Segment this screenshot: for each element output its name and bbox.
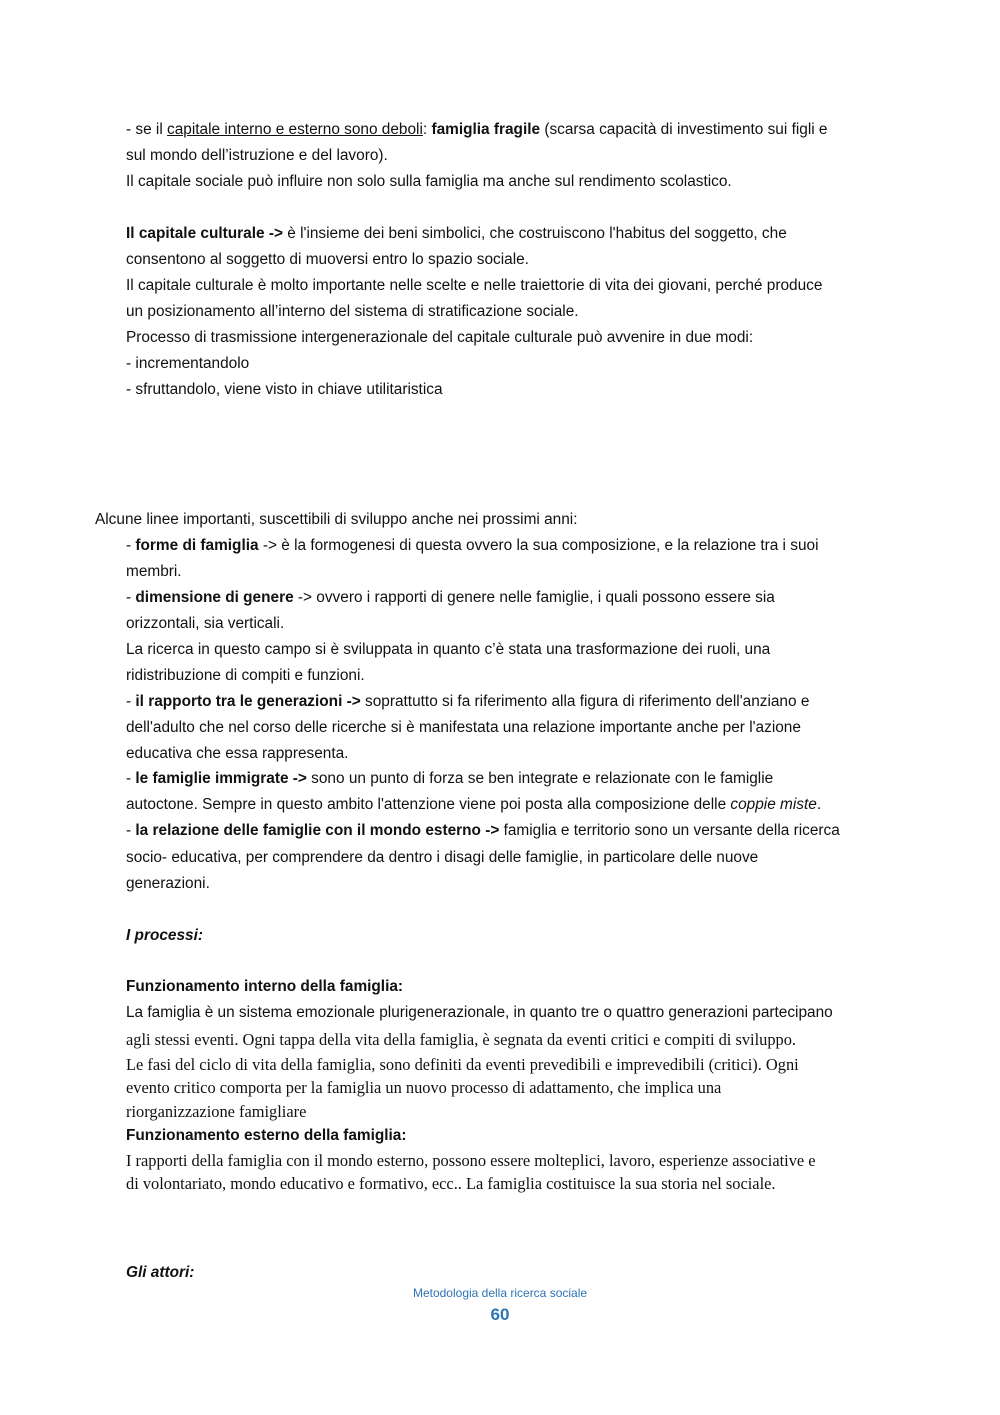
list-item — [126, 822, 840, 840]
text-span: -> ovvero i rapporti di genere nelle famiglie, i quali possono essere sia — [293, 589, 775, 606]
text-line: un posizionamento all’interno del sistema di stratificazione sociale. — [126, 303, 579, 320]
text-span: (scarsa capacità di investimento sui figli e — [540, 121, 828, 138]
text-span: - — [126, 537, 136, 554]
text-line: generazioni. — [126, 875, 210, 892]
text-span: - — [126, 770, 136, 787]
text-span: - — [126, 693, 136, 710]
text-span: soprattutto si fa riferimento alla figura di riferimento dell'anziano e — [360, 693, 810, 710]
text-line: agli stessi eventi. Ogni tappa della vita della famiglia, è segnata da eventi critici e compiti di sviluppo. — [126, 1030, 796, 1049]
text-line — [126, 225, 787, 243]
text-line: membri. — [126, 563, 182, 580]
text-line: Il capitale sociale può influire non solo sulla famiglia ma anche sul rendimento scolastico. — [126, 173, 732, 190]
text-span: è l'insieme dei beni simbolici, che costruiscono l'habitus del soggetto, che — [282, 225, 787, 242]
text-line: consentono al soggetto di muoversi entro lo spazio sociale. — [126, 251, 529, 268]
subheading: Funzionamento esterno della famiglia: — [126, 1127, 407, 1144]
footer-title: Metodologia della ricerca sociale — [412, 1286, 588, 1300]
bold-term: dimensione di genere — [135, 589, 294, 606]
text-line: La ricerca in questo campo si è sviluppata in quanto c’è stata una trasformazione dei ruoli, una — [126, 641, 771, 658]
text-line: educativa che essa rappresenta. — [126, 745, 349, 762]
text-line — [126, 796, 821, 814]
text-line: - sfruttandolo, viene visto in chiave utilitaristica — [126, 381, 443, 398]
text-line: sul mondo dell’istruzione e del lavoro). — [126, 147, 388, 164]
text-line: dell'adulto che nel corso delle ricerche si è manifestata una relazione importante anche per l'azione — [126, 719, 801, 736]
bold-term: forme di famiglia — [135, 537, 259, 554]
text-span: sono un punto di forza se ben integrate e relazionate con le famiglie — [306, 770, 774, 787]
list-item — [126, 537, 819, 555]
subheading: Funzionamento interno della famiglia: — [126, 978, 404, 995]
italic-term: coppie miste — [730, 796, 817, 813]
text-span: famiglia e territorio sono un versante della ricerca — [499, 822, 840, 839]
bold-term: le famiglie immigrate -> — [135, 770, 307, 787]
bold-term: famiglia fragile — [431, 121, 541, 138]
text-line: Il capitale culturale è molto importante nelle scelte e nelle traiettorie di vita dei giovani, perché produce — [126, 277, 823, 294]
text-line: ridistribuzione di compiti e funzioni. — [126, 667, 365, 684]
text-line: socio- educativa, per comprendere da dentro i disagi delle famiglie, in particolare delle nuove — [126, 849, 759, 866]
text-line: di volontariato, mondo educativo e formativo, ecc.. La famiglia costituisce la sua storia nel sociale. — [126, 1174, 776, 1193]
section-heading: I processi: — [126, 927, 203, 944]
list-item — [126, 693, 809, 711]
underlined-text: capitale interno e esterno sono deboli — [167, 121, 423, 138]
text-span: autoctone. Sempre in questo ambito l'attenzione viene poi posta alla composizione delle — [126, 796, 731, 813]
text-line: I rapporti della famiglia con il mondo esterno, possono essere molteplici, lavoro, esperienze associative e — [126, 1151, 816, 1170]
section-heading: Gli attori: — [126, 1264, 195, 1281]
text-line — [126, 121, 828, 139]
text-span: - se il — [126, 121, 168, 138]
bold-term: Il capitale culturale -> — [126, 225, 283, 242]
text-line: orizzontali, sia verticali. — [126, 615, 285, 632]
text-span: - — [126, 589, 136, 606]
text-line: riorganizzazione famigliare — [126, 1102, 307, 1121]
text-span: : — [422, 121, 432, 138]
text-line: evento critico comporta per la famiglia un nuovo processo di adattamento, che implica una — [126, 1078, 722, 1097]
text-line: Le fasi del ciclo di vita della famiglia, sono definiti da eventi prevedibili e imprevedibili (critici). Ogni — [126, 1055, 799, 1074]
text-line: Alcune linee importanti, suscettibili di sviluppo anche nei prossimi anni: — [95, 511, 578, 528]
text-line: - incrementandolo — [126, 355, 250, 372]
text-line: La famiglia è un sistema emozionale plurigenerazionale, in quanto tre o quattro generazioni partecipano — [126, 1004, 833, 1021]
text-span: . — [816, 796, 822, 813]
list-item — [126, 589, 775, 607]
text-span: -> è la formogenesi di questa ovvero la sua composizione, e la relazione tra i suoi — [258, 537, 819, 554]
bold-term: la relazione delle famiglie con il mondo esterno -> — [135, 822, 500, 839]
page-number: 60 — [490, 1305, 510, 1324]
text-line: Processo di trasmissione intergenerazionale del capitale culturale può avvenire in due modi: — [126, 329, 754, 346]
text-span: - — [126, 822, 136, 839]
bold-term: il rapporto tra le generazioni -> — [135, 693, 361, 710]
list-item — [126, 770, 773, 788]
